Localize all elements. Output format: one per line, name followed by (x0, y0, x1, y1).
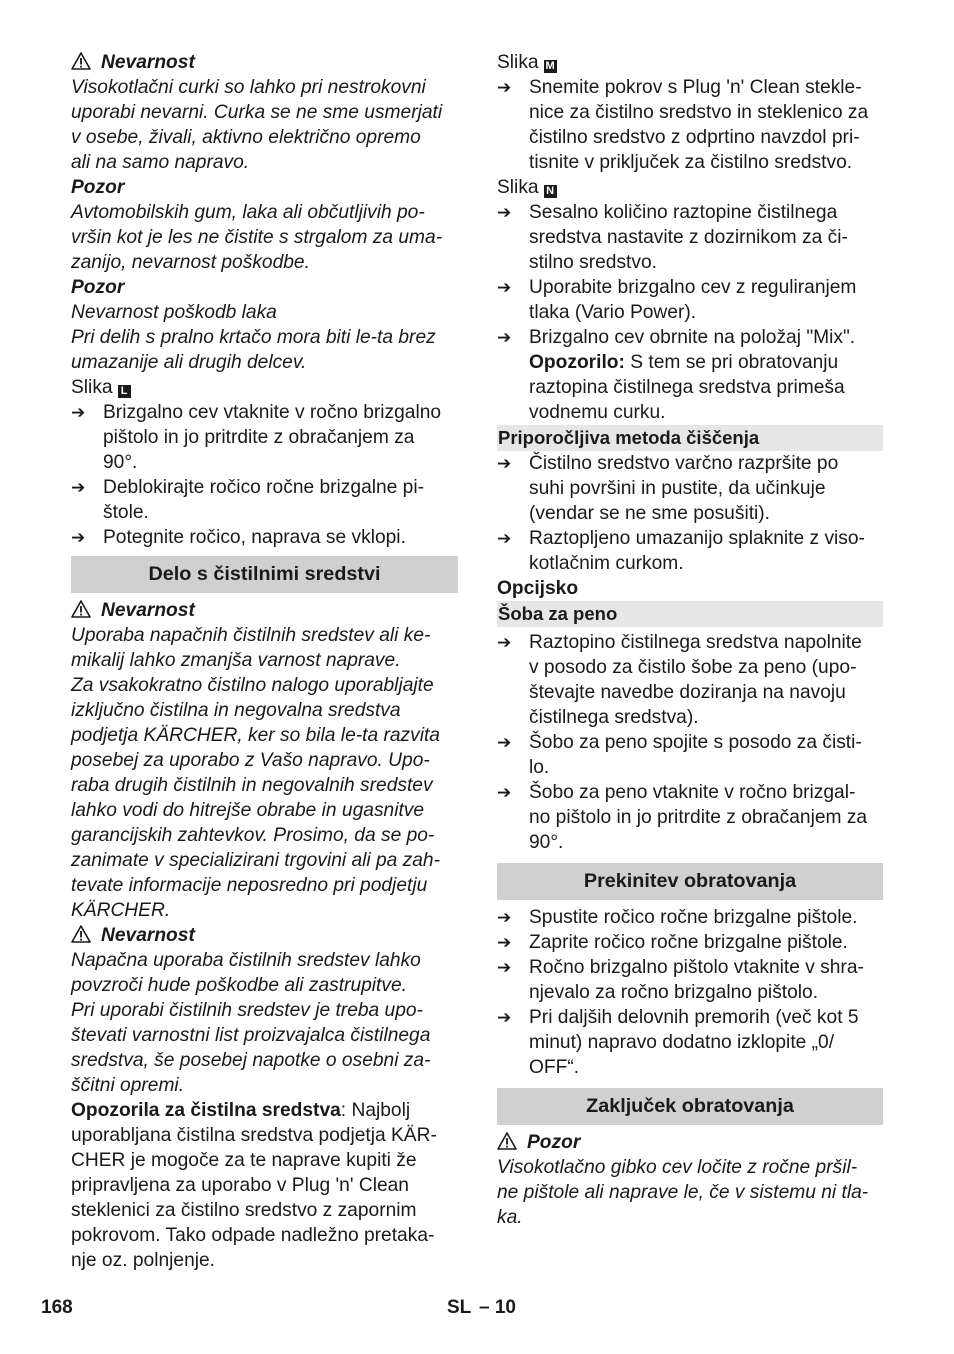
language-code: SL (447, 1297, 472, 1318)
figure-letter-badge: N (544, 185, 557, 198)
step-text-line: minut) napravo dodatno izklopite „0/ (529, 1032, 835, 1053)
step-text-line: Šobo za peno spojite s posodo za čisti- (529, 732, 862, 753)
step-text-line: stilno sredstvo. (529, 252, 657, 273)
instruction-step (497, 526, 883, 576)
notice-title: Pozor (71, 177, 125, 198)
figure-reference (71, 375, 458, 400)
notice-title: Nevarnost (101, 52, 195, 73)
arrow-right-icon: ➔ (497, 328, 512, 347)
note-text-line: steklenici za čistilno sredstvo z zapornim (71, 1200, 417, 1221)
notice-title: Pozor (71, 277, 125, 298)
note-text-line: vodnemu curku. (529, 402, 666, 423)
instruction-step (497, 630, 883, 730)
step-text-line: Raztopljeno umazanijo splaknite z viso- (529, 528, 865, 549)
note-text-line: raztopina čistilnega sredstva primeša (529, 377, 845, 398)
step-text-line: 90°. (529, 832, 564, 853)
figure-letter-badge: M (545, 60, 555, 72)
notice-text-line: Uporaba napačnih čistilnih sredstev ali ke- (71, 625, 431, 646)
notice-text-line: v osebe, živali, aktivno električno opremo (71, 127, 421, 148)
step-text-line: Potegnite ročico, naprava se vklopi. (103, 527, 406, 548)
arrow-right-icon: ➔ (497, 454, 512, 473)
arrow-right-icon: ➔ (71, 478, 86, 497)
notice-text-line: raba drugih čistilnih in negovalnih sredstev (71, 775, 433, 796)
step-text-line: Brizgalno cev obrnite na položaj "Mix". (529, 327, 856, 348)
section-heading-interrupt-operation: Prekinitev obratovanja (497, 863, 883, 900)
notice-text-line: posebej za uporabo z Vašo napravo. Upo- (71, 750, 430, 771)
instruction-step (497, 780, 883, 855)
step-text-line: čistilnega sredstva). (529, 707, 699, 728)
arrow-right-icon: ➔ (497, 783, 512, 802)
instruction-step (71, 525, 458, 550)
notice-text-line: izključno čistilna in negovalna sredstva (71, 700, 401, 721)
notice-heading (497, 1130, 883, 1155)
step-text-line: Zaprite ročico ročne brizgalne pištole. (529, 932, 848, 953)
step-text-line: 90°. (103, 452, 138, 473)
notice-text-line: Visokotlačni curki so lahko pri nestrokovni (71, 77, 426, 98)
danger-notice (71, 923, 458, 1098)
step-text-line: tisnite v priključek za čistilno sredstvo. (529, 152, 853, 173)
notice-heading (71, 598, 458, 623)
note-text-line: pokrovom. Tako odpade nadležno pretaka- (71, 1225, 435, 1246)
notice-text-line: ka. (497, 1207, 523, 1228)
notice-heading (71, 923, 458, 948)
caution-notice (71, 275, 458, 375)
step-text-line: Brizgalno cev vtaknite v ročno brizgalno (103, 402, 442, 423)
section-page-number: – 10 (479, 1297, 516, 1318)
instruction-step (497, 325, 883, 350)
warning-icon (497, 1132, 517, 1150)
section-heading-end-operation: Zaključek obratovanja (497, 1088, 883, 1125)
arrow-right-icon: ➔ (497, 78, 512, 97)
figure-reference (497, 175, 883, 200)
caution-notice (71, 175, 458, 275)
step-text-line: čistilno sredstvo z odprtino navzdol pri- (529, 127, 860, 148)
step-text-line: nice za čistilno sredstvo in steklenico za (529, 102, 869, 123)
arrow-right-icon: ➔ (497, 958, 512, 977)
notice-text-line: tevate informacije neposredno pri podjetju (71, 875, 428, 896)
notice-text-line: uporabi nevarni. Curka se ne sme usmerjati (71, 102, 443, 123)
step-text-line: Uporabite brizgalno cev z reguliranjem (529, 277, 857, 298)
instruction-step (497, 930, 883, 955)
notice-text-line: Nevarnost poškodb laka (71, 302, 277, 323)
notice-text-line: vršin kot je les ne čistite s strgalom za uma- (71, 227, 443, 248)
note-text-line: nje oz. polnjenje. (71, 1250, 216, 1271)
notice-title: Pozor (527, 1132, 581, 1153)
arrow-right-icon: ➔ (71, 528, 86, 547)
step-text-line: Šobo za peno vtaknite v ročno brizgal- (529, 782, 856, 803)
step-text-line: tlaka (Vario Power). (529, 302, 697, 323)
instruction-step (497, 730, 883, 780)
arrow-right-icon: ➔ (497, 908, 512, 927)
step-text-line: Spustite ročico ročne brizgalne pištole. (529, 907, 858, 928)
figure-label: Slika (71, 377, 113, 398)
notice-text-line: Pri uporabi čistilnih sredstev je treba upo- (71, 1000, 423, 1021)
step-text-line: v posodo za čistilo šobe za peno (upo- (529, 657, 857, 678)
notice-text-line: zanimate v specializirani trgovini ali pa zah- (71, 850, 440, 871)
step-text-line: Ročno brizgalno pištolo vtaknite v shra- (529, 957, 864, 978)
arrow-right-icon: ➔ (497, 733, 512, 752)
step-text-line: Raztopino čistilnega sredstva napolnite (529, 632, 862, 653)
step-text-line: no pištolo in jo pritrdite z obračanjem za (529, 807, 868, 828)
step-text-line: števajte navedbe doziranja na navoju (529, 682, 846, 703)
step-text-line: Deblokirajte ročico ročne brizgalne pi- (103, 477, 425, 498)
notice-title: Nevarnost (101, 925, 195, 946)
note-text: S tem se pri obratovanju (624, 352, 839, 373)
notice-text-line: lahko vodi do hitrejše obrabe in ugasnitve (71, 800, 425, 821)
notice-text-line: zanijo, nevarnost poškodbe. (71, 252, 310, 273)
notice-text-line: garancijskih zahtevkov. Prosimo, da se po- (71, 825, 435, 846)
notice-heading (71, 50, 458, 75)
step-text-line: Pri daljših delovnih premorih (več kot 5 (529, 1007, 859, 1028)
instruction-step (497, 1005, 883, 1080)
step-text-line: kotlačnim curkom. (529, 553, 684, 574)
instruction-step (497, 275, 883, 325)
warning-icon (71, 52, 91, 70)
note-text-line: CHER je mogoče za te naprave kupiti že (71, 1150, 417, 1171)
step-text-line: Čistilno sredstvo varčno razpršite po (529, 453, 839, 474)
instruction-step (497, 955, 883, 1005)
figure-letter-badge: L (118, 385, 131, 398)
right-column (497, 50, 883, 1230)
step-text-line: lo. (529, 757, 550, 778)
arrow-right-icon: ➔ (497, 933, 512, 952)
notice-text-line: Pri delih s pralno krtačo mora biti le-ta brez (71, 327, 436, 348)
instruction-step (497, 200, 883, 275)
arrow-right-icon: ➔ (497, 203, 512, 222)
notice-text-line: Visokotlačno gibko cev ločite z ročne pršil- (497, 1157, 858, 1178)
step-text-line: Snemite pokrov s Plug 'n' Clean stekle- (529, 77, 862, 98)
notice-text-line: Za vsakokratno čistilno nalogo uporabljajte (71, 675, 434, 696)
notice-text-line: umazanije ali drugih delcev. (71, 352, 307, 373)
step-text-line: suhi površini in pustite, da učinkuje (529, 478, 826, 499)
optional-label: Opcijsko (497, 578, 579, 599)
arrow-right-icon: ➔ (497, 633, 512, 652)
notice-text-line: ščitni opremi. (71, 1075, 185, 1096)
caution-notice (497, 1130, 883, 1230)
step-text-line: (vendar se ne sme posušiti). (529, 503, 771, 524)
notice-text-line: Napačna uporaba čistilnih sredstev lahko (71, 950, 421, 971)
warning-icon (71, 600, 91, 618)
subheading-foam-nozzle: Šoba za peno (497, 601, 883, 627)
figure-label: Slika (497, 177, 539, 198)
section-heading-cleaning-agents: Delo s čistilnimi sredstvi (71, 556, 458, 593)
notice-text-line: števati varnostni list proizvajalca čistilnega (71, 1025, 431, 1046)
instruction-step (497, 75, 883, 175)
note-text-line: uporabljana čistilna sredstva podjetja KÄR- (71, 1125, 437, 1146)
arrow-right-icon: ➔ (497, 278, 512, 297)
page-number: 168 (41, 1297, 73, 1318)
notice-heading (71, 175, 458, 200)
arrow-right-icon: ➔ (497, 529, 512, 548)
arrow-right-icon: ➔ (71, 403, 86, 422)
warning-icon (71, 925, 91, 943)
danger-notice (71, 50, 458, 175)
instruction-step (497, 905, 883, 930)
notice-text-line: podjetja KÄRCHER, ker so bila le-ta razvita (71, 725, 440, 746)
instruction-step (71, 400, 458, 475)
notice-text-line: mikalij lahko zmanjša varnost naprave. (71, 650, 401, 671)
figure-label: Slika (497, 52, 539, 73)
notice-text-line: povzroči hude poškodbe ali zastrupitve. (71, 975, 407, 996)
step-text-line: pištolo in jo pritrdite z obračanjem za (103, 427, 415, 448)
note-label: Opozorila za čistilna sredstva (71, 1100, 341, 1121)
arrow-right-icon: ➔ (497, 1008, 512, 1027)
left-column (71, 50, 458, 1273)
step-text-line: OFF“. (529, 1057, 580, 1078)
instruction-step (497, 451, 883, 526)
note-text-line: pripravljena za uporabo v Plug 'n' Clean (71, 1175, 409, 1196)
note-text: : Najbolj (340, 1100, 411, 1121)
notice-heading (71, 275, 458, 300)
notice-text-line: ali na samo napravo. (71, 152, 250, 173)
subheading-cleaning-method: Priporočljiva metoda čiščenja (497, 425, 883, 451)
step-text-line: njevalo za ročno brizgalno pištolo. (529, 982, 819, 1003)
notice-text-line: Avtomobilskih gum, laka ali občutljivih po- (71, 202, 425, 223)
notice-text-line: sredstva, še posebej napotke o osebni za- (71, 1050, 431, 1071)
cleaning-agent-note (71, 1098, 458, 1273)
notice-title: Nevarnost (101, 600, 195, 621)
notice-text-line: ne pištole ali naprave le, če v sistemu ni tla- (497, 1182, 869, 1203)
step-text-line: sredstva nastavite z dozirnikom za či- (529, 227, 848, 248)
note-label: Opozorilo: (529, 352, 625, 373)
mix-note (529, 350, 883, 425)
figure-reference (497, 50, 883, 75)
danger-notice (71, 598, 458, 923)
instruction-step (71, 475, 458, 525)
notice-text-line: KÄRCHER. (71, 900, 171, 921)
step-text-line: Sesalno količino raztopine čistilnega (529, 202, 838, 223)
step-text-line: štole. (103, 502, 149, 523)
